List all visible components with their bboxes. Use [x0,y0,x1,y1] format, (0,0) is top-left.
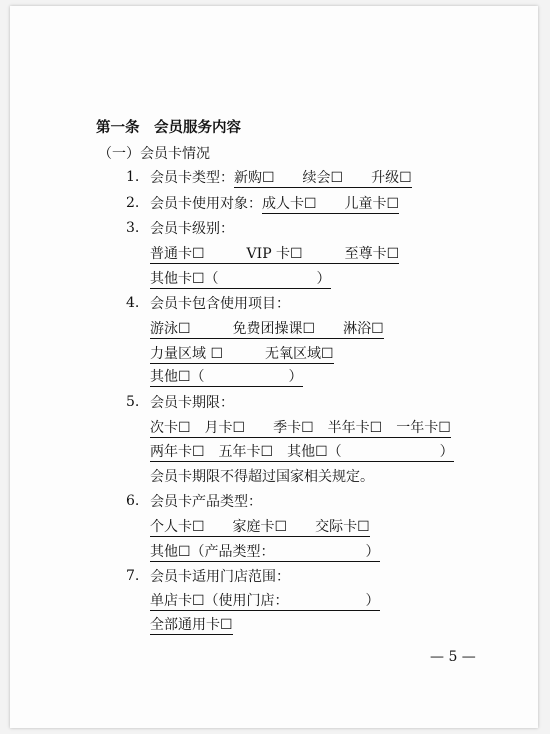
item-1-label: 会员卡类型： [150,170,234,186]
item-5-line-1: 次卡☐ 月卡☐ 季卡☐ 半年卡☐ 一年卡☐ [150,420,451,436]
document-page [10,6,538,728]
item-4-options-3 [150,368,303,387]
item-1-number: 1. [126,169,140,185]
item-2 [150,195,399,214]
item-4-label: 会员卡包含使用项目： [150,296,290,312]
item-7-label: 会员卡适用门店范围： [150,569,290,585]
item-6-number: 6. [126,493,140,509]
item-7-line-2: 全部通用卡☐ [150,617,233,633]
item-2-number: 2. [126,195,140,211]
item-6-label: 会员卡产品类型： [150,494,262,510]
item-7-line-1: 单店卡☐（使用门店： ） [150,593,380,609]
item-5-options-2 [150,443,454,462]
item-4-line-2: 力量区域 ☐ 无氧区域☐ [150,346,334,362]
item-5-note: 会员卡期限不得超过国家相关规定。 [150,469,374,485]
item-5-number: 5. [126,394,140,410]
item-5-label: 会员卡期限： [150,395,234,411]
item-2-label: 会员卡使用对象： [150,196,262,212]
item-4-options-1 [150,320,384,339]
item-4-line-1: 游泳☐ 免费团操课☐ 淋浴☐ [150,321,384,337]
item-1 [150,169,412,188]
item-3-line-1: 普通卡☐ VIP 卡☐ 至尊卡☐ [150,246,400,262]
item-3-label: 会员卡级别： [150,221,234,237]
article-heading: 第一条 会员服务内容 [96,119,241,136]
item-2-options: 成人卡☐ 儿童卡☐ [262,196,400,212]
item-6-line-1: 个人卡☐ 家庭卡☐ 交际卡☐ [150,519,370,535]
section-heading: （一）会员卡情况 [98,146,210,162]
item-4-number: 4. [126,295,140,311]
page-number: — 5 — [430,649,476,665]
item-6-options-2 [150,543,380,562]
item-7-number: 7. [126,568,140,584]
item-3-options-2 [150,270,331,289]
item-4-line-3: 其他☐（ ） [150,369,303,385]
item-1-options: 新购☐ 续会☐ 升级☐ [234,170,412,186]
item-3-line-2: 其他卡☐（ ） [150,271,331,287]
item-7-options-2 [150,616,233,635]
item-3-options-1 [150,245,399,264]
item-3-number: 3. [126,220,140,236]
item-5-line-2: 两年卡☐ 五年卡☐ 其他☐（ ） [150,444,454,460]
item-6-line-2: 其他☐（产品类型： ） [150,544,380,560]
item-7-options-1 [150,592,380,611]
item-5-options-1 [150,419,451,438]
item-4-options-2 [150,345,334,364]
item-6-options-1 [150,518,370,537]
